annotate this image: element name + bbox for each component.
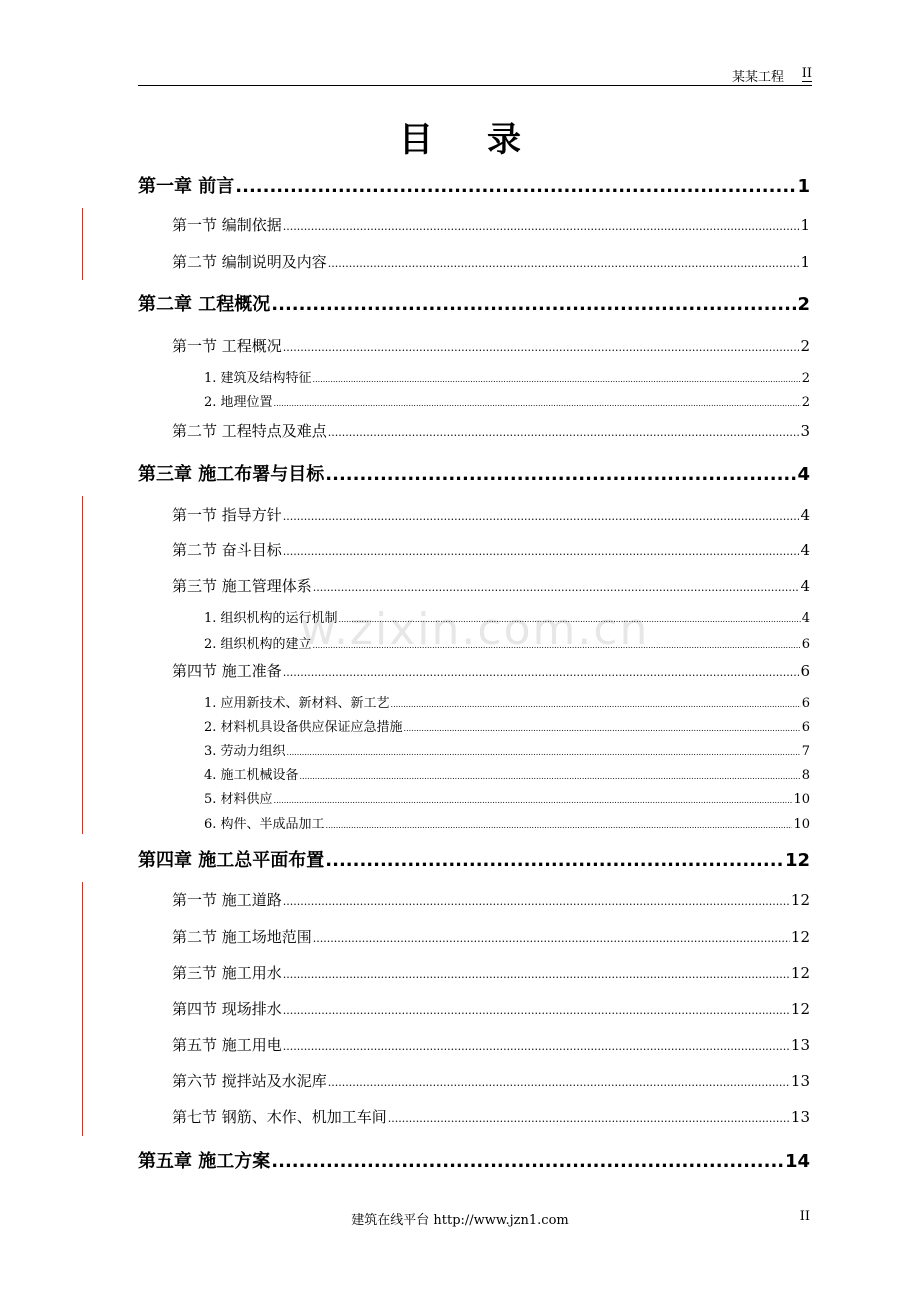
toc-entry-section[interactable]	[172, 335, 810, 356]
toc-entry-label: 第四章 施工总平面布置	[138, 850, 325, 871]
dot-leader	[328, 426, 800, 439]
header-rule	[138, 85, 812, 86]
dot-leader	[271, 294, 796, 315]
toc-entry-label: 第六节 搅拌站及水泥库	[172, 1072, 327, 1090]
toc-entry-page: 12	[790, 928, 810, 946]
toc-entry-label: 6. 构件、半成品加工	[204, 817, 325, 832]
dot-leader	[328, 257, 800, 270]
toc-entry-page: 13	[790, 1108, 810, 1126]
toc-entry-page: 1	[797, 176, 810, 197]
toc-entry-section[interactable]	[172, 420, 810, 441]
toc-entry-label: 第四节 施工准备	[172, 662, 282, 680]
toc-entry-chapter[interactable]	[138, 846, 810, 872]
toc-entry-page: 8	[801, 768, 810, 783]
toc-entry-label: 1. 组织机构的运行机制	[204, 611, 338, 626]
toc-entry-section[interactable]	[172, 998, 810, 1019]
toc-title: 目录	[399, 120, 575, 160]
toc-entry-label: 第二章 工程概况	[138, 294, 271, 315]
margin-bar	[82, 882, 83, 1136]
dot-leader	[274, 796, 793, 805]
toc-entry-section[interactable]	[172, 575, 810, 596]
toc-entry-page: 3	[800, 422, 810, 440]
toc-entry-page: 4	[800, 506, 810, 524]
toc-entry-page: 12	[784, 850, 810, 871]
toc-entry-page: 12	[790, 891, 810, 909]
toc-entry-section[interactable]	[172, 539, 810, 560]
dot-leader	[313, 932, 790, 945]
toc-entry-section[interactable]	[172, 1034, 810, 1055]
toc-entry-item[interactable]	[204, 813, 810, 832]
toc-entry-page: 4	[801, 611, 810, 626]
toc-entry-label: 第一节 指导方针	[172, 506, 282, 524]
toc-entry-page: 2	[801, 371, 810, 386]
watermark: w.zixin.com.cn	[300, 604, 650, 655]
toc-entry-label: 第一节 工程概况	[172, 337, 282, 355]
toc-entry-section[interactable]	[172, 504, 810, 525]
dot-leader	[391, 700, 801, 709]
toc-entry-label: 第七节 钢筋、木作、机加工车间	[172, 1108, 387, 1126]
toc-entry-label: 第二节 工程特点及难点	[172, 422, 327, 440]
dot-leader	[283, 220, 800, 233]
dot-leader	[404, 724, 801, 733]
toc-entry-label: 1. 应用新技术、新材料、新工艺	[204, 696, 390, 711]
dot-leader	[283, 545, 800, 558]
toc-entry-item[interactable]	[204, 764, 810, 783]
toc-entry-chapter[interactable]	[138, 172, 810, 198]
toc-entry-page: 13	[790, 1036, 810, 1054]
dot-leader	[300, 772, 801, 781]
toc-entry-label: 1. 建筑及结构特征	[204, 371, 312, 386]
dot-leader	[274, 399, 801, 408]
toc-entry-chapter[interactable]	[138, 1147, 810, 1173]
dot-leader	[287, 748, 801, 757]
toc-entry-section[interactable]	[172, 660, 810, 681]
toc-entry-label: 2. 组织机构的建立	[204, 637, 312, 652]
toc-entry-section[interactable]	[172, 214, 810, 235]
dot-leader	[283, 510, 800, 523]
toc-entry-label: 第三章 施工布署与目标	[138, 464, 325, 485]
dot-leader	[326, 821, 793, 830]
dot-leader	[283, 1040, 790, 1053]
toc-entry-item[interactable]	[204, 607, 810, 626]
dot-leader	[313, 641, 801, 650]
dot-leader	[388, 1112, 790, 1125]
dot-leader	[271, 1151, 784, 1172]
dot-leader	[313, 375, 801, 384]
toc-entry-section[interactable]	[172, 1070, 810, 1091]
toc-entry-label: 5. 材料供应	[204, 792, 273, 807]
toc-entry-item[interactable]	[204, 367, 810, 386]
toc-entry-page: 13	[790, 1072, 810, 1090]
toc-entry-chapter[interactable]	[138, 460, 810, 486]
toc-entry-page: 4	[800, 577, 810, 595]
toc-entry-label: 3. 劳动力组织	[204, 744, 286, 759]
dot-leader	[325, 850, 784, 871]
toc-entry-label: 第一章 前言	[138, 176, 235, 197]
toc-entry-item[interactable]	[204, 692, 810, 711]
toc-entry-item[interactable]	[204, 788, 810, 807]
toc-entry-label: 2. 材料机具设备供应保证应急措施	[204, 720, 403, 735]
margin-bar	[82, 496, 83, 834]
toc-entry-label: 第三节 施工用水	[172, 964, 282, 982]
toc-entry-label: 2. 地理位置	[204, 395, 273, 410]
toc-entry-label: 第二节 施工场地范围	[172, 928, 312, 946]
dot-leader	[283, 968, 790, 981]
toc-entry-page: 2	[801, 395, 810, 410]
dot-leader	[283, 895, 790, 908]
toc-entry-item[interactable]	[204, 391, 810, 410]
dot-leader	[235, 176, 796, 197]
dot-leader	[283, 1004, 790, 1017]
toc-entry-page: 6	[801, 720, 810, 735]
toc-entry-section[interactable]	[172, 926, 810, 947]
toc-entry-label: 第四节 现场排水	[172, 1000, 282, 1018]
toc-entry-chapter[interactable]	[138, 290, 810, 316]
dot-leader	[325, 464, 796, 485]
toc-entry-label: 第一节 施工道路	[172, 891, 282, 909]
toc-entry-page: 1	[800, 216, 810, 234]
toc-entry-label: 第五章 施工方案	[138, 1151, 271, 1172]
page-header	[138, 66, 812, 86]
toc-entry-section[interactable]	[172, 889, 810, 910]
toc-entry-item[interactable]	[204, 740, 810, 759]
toc-entry-label: 第三节 施工管理体系	[172, 577, 312, 595]
toc-entry-section[interactable]	[172, 251, 810, 272]
toc-entry-section[interactable]	[172, 1106, 810, 1127]
dot-leader	[313, 581, 800, 594]
dot-leader	[283, 341, 800, 354]
toc-entry-label: 第二节 编制说明及内容	[172, 253, 327, 271]
header-page-number: II	[801, 66, 812, 81]
toc-entry-item[interactable]	[204, 633, 810, 652]
toc-entry-label: 第二节 奋斗目标	[172, 541, 282, 559]
margin-bar	[82, 208, 83, 280]
toc-entry-page: 10	[793, 817, 810, 832]
toc-entry-page: 1	[800, 253, 810, 271]
toc-entry-section[interactable]	[172, 962, 810, 983]
toc-entry-label: 第一节 编制依据	[172, 216, 282, 234]
footer-page-number: II	[799, 1209, 810, 1224]
toc-entry-page: 6	[801, 637, 810, 652]
toc-entry-page: 10	[793, 792, 810, 807]
header-title: 某某工程	[731, 70, 784, 85]
toc-entry-page: 6	[801, 696, 810, 711]
toc-entry-page: 2	[797, 294, 810, 315]
toc-entry-item[interactable]	[204, 716, 810, 735]
toc-entry-label: 第五节 施工用电	[172, 1036, 282, 1054]
toc-entry-page: 12	[790, 1000, 810, 1018]
dot-leader	[283, 666, 800, 679]
toc-entry-page: 12	[790, 964, 810, 982]
toc-entry-page: 6	[800, 662, 810, 680]
toc-entry-page: 2	[800, 337, 810, 355]
dot-leader	[339, 615, 801, 624]
toc-entry-page: 14	[784, 1151, 810, 1172]
footer-text: 建筑在线平台 http://www.jzn1.com	[351, 1213, 569, 1228]
toc-entry-page: 4	[800, 541, 810, 559]
toc-entry-page: 4	[797, 464, 810, 485]
toc-entry-page: 7	[801, 744, 810, 759]
toc-entry-label: 4. 施工机械设备	[204, 768, 299, 783]
dot-leader	[328, 1076, 790, 1089]
